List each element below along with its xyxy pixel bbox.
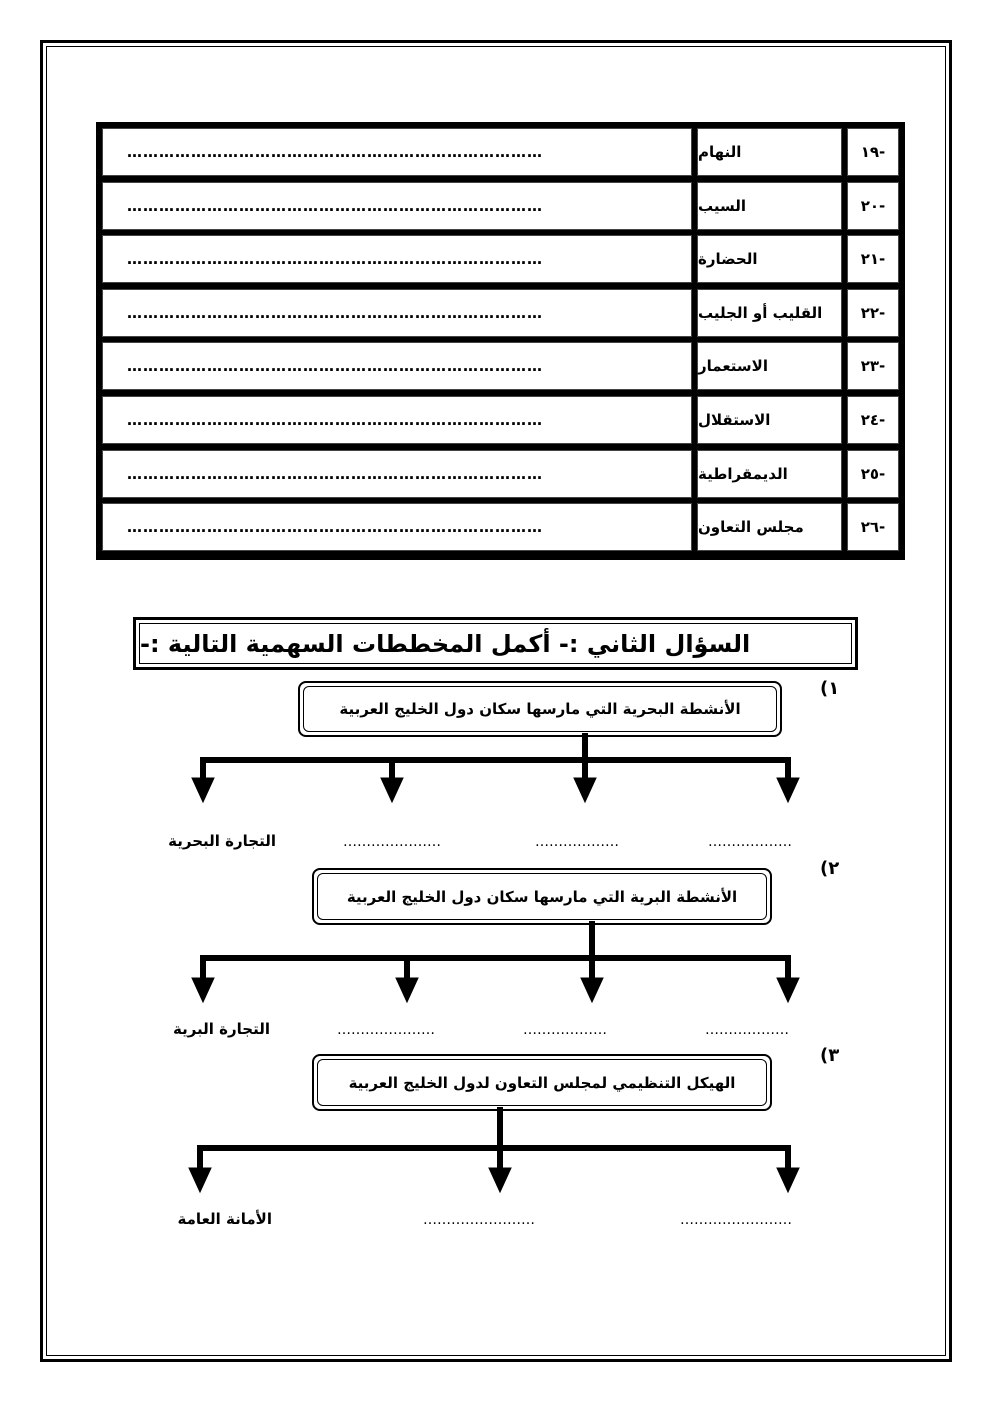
- diagram-3-arrow-3-head-icon: [777, 1168, 799, 1192]
- row-number: -٢٦: [847, 503, 899, 551]
- diagram-3-blank-1[interactable]: ……………………: [680, 1212, 792, 1228]
- diagram-2-blank-1[interactable]: ………………: [705, 1022, 789, 1038]
- row-answer-blank[interactable]: ……………………………………………………………………: [102, 182, 692, 230]
- row-number: -٢٥: [847, 450, 899, 498]
- diagram-2-number: (٢: [820, 858, 840, 879]
- row-answer-blank[interactable]: ……………………………………………………………………: [102, 342, 692, 390]
- row-number: -٢٣: [847, 342, 899, 390]
- diagram-2-arrow-1-head-icon: [192, 978, 214, 1002]
- row-term: الاستعمار: [697, 342, 842, 390]
- diagram-2-title: الأنشطة البرية التي مارسها سكان دول الخليج العربية: [317, 873, 767, 920]
- row-term: القليب أو الجليب: [697, 289, 842, 337]
- diagram-1-title: الأنشطة البحرية التي مارسها سكان دول الخليج العربية: [303, 686, 777, 732]
- diagram-1-blank-1[interactable]: ………………: [708, 834, 792, 850]
- diagram-1-arrow-2-head-icon: [381, 778, 403, 802]
- diagram-2-arrow-2-head-icon: [396, 978, 418, 1002]
- diagram-1-arrow-3-head-icon: [574, 778, 596, 802]
- diagram-3-number: (٣: [820, 1045, 840, 1066]
- diagram-3-blank-2[interactable]: ……………………: [423, 1212, 535, 1228]
- row-term: السيب: [697, 182, 842, 230]
- question-2-heading: السؤال الثاني :- أكمل المخططات السهمية التالية :-: [139, 623, 852, 664]
- diagram-1-blank-2[interactable]: ………………: [535, 834, 619, 850]
- row-term: مجلس التعاون: [697, 503, 842, 551]
- row-term: الاستقلال: [697, 396, 842, 444]
- diagram-1-arrow-1-head-icon: [192, 778, 214, 802]
- row-term: الديمقراطية: [697, 450, 842, 498]
- diagram-3-arrow-2-head-icon: [489, 1168, 511, 1192]
- row-answer-blank[interactable]: ……………………………………………………………………: [102, 235, 692, 283]
- row-number: -٢٤: [847, 396, 899, 444]
- diagram-3-branch-label: الأمانة العامة: [177, 1210, 272, 1228]
- diagram-2-branch-label: التجارة البرية: [172, 1020, 270, 1038]
- diagram-2-blank-2[interactable]: ………………: [523, 1022, 607, 1038]
- row-answer-blank[interactable]: ……………………………………………………………………: [102, 396, 692, 444]
- row-number: -٢٢: [847, 289, 899, 337]
- row-number: -٢٠: [847, 182, 899, 230]
- row-answer-blank[interactable]: ……………………………………………………………………: [102, 289, 692, 337]
- row-answer-blank[interactable]: ……………………………………………………………………: [102, 128, 692, 176]
- diagram-2-arrow-4-head-icon: [777, 978, 799, 1002]
- row-term: الحضارة: [697, 235, 842, 283]
- row-number: -١٩: [847, 128, 899, 176]
- diagram-1-blank-3[interactable]: …………………: [343, 834, 441, 850]
- row-term: النهام: [697, 128, 842, 176]
- diagram-3-title: الهيكل التنظيمي لمجلس التعاون لدول الخليج العربية: [317, 1059, 767, 1106]
- diagram-1-number: (١: [820, 678, 840, 699]
- diagram-1-branch-label: التجارة البحرية: [168, 832, 276, 850]
- diagram-2-blank-3[interactable]: …………………: [337, 1022, 435, 1038]
- diagram-3-arrow-1-head-icon: [189, 1168, 211, 1192]
- row-answer-blank[interactable]: ……………………………………………………………………: [102, 450, 692, 498]
- row-number: -٢١: [847, 235, 899, 283]
- row-answer-blank[interactable]: ……………………………………………………………………: [102, 503, 692, 551]
- diagram-1-arrow-4-head-icon: [777, 778, 799, 802]
- diagram-2-arrow-3-head-icon: [581, 978, 603, 1002]
